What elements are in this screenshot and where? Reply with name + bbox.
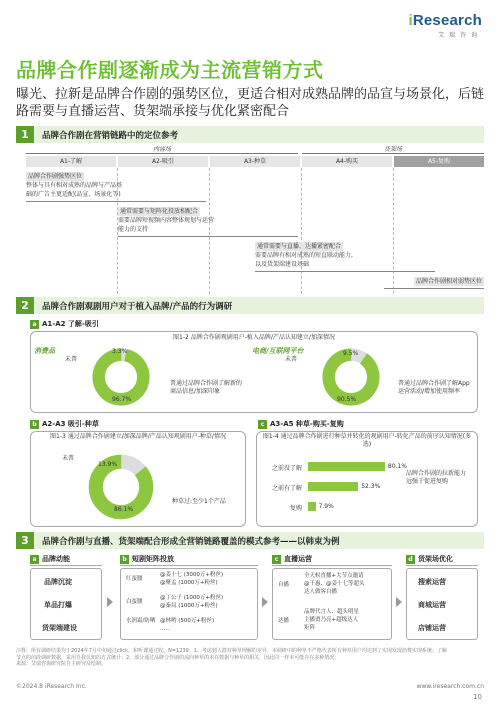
bar-value-label: 7.9% xyxy=(318,503,334,510)
panel-b-title: 图1-3 通过品牌合作剧建立/加深品牌/产品认知观剧用户-种草/情况 xyxy=(50,433,226,440)
footer xyxy=(16,683,484,690)
position-live-head: 通常需要与直播、达播紧密配合 xyxy=(257,243,342,250)
positioning-table xyxy=(26,144,484,294)
tag-a xyxy=(30,319,99,329)
col-c-head xyxy=(272,554,392,566)
donut3-yes-value: 86.1% xyxy=(114,506,134,513)
donut1-yes-value: 96.7% xyxy=(112,396,132,403)
col-d-head xyxy=(406,554,478,566)
stage-a4: A4-购买 xyxy=(302,156,392,167)
position-matrix-line: 需要品牌短视频内容整体规划与运营 xyxy=(118,217,215,224)
category-consumer-goods: 消费品 xyxy=(34,347,55,355)
col-b-row-line: @丁公子 (1000万+粉丝) xyxy=(160,595,224,601)
donut1-no-label: 未普 xyxy=(65,356,78,363)
col-c-row-line: 矩阵 xyxy=(304,625,316,631)
col-c-row-name: 达播 xyxy=(278,618,290,624)
donut2-yes-label: 普通过品牌合作剧了解App运营活动/增加使用频率 xyxy=(398,380,470,395)
col-c-row-line: 主播贾乃亮+超级达人 xyxy=(304,617,359,623)
col-a-item: 品牌沉淀 xyxy=(44,578,72,586)
col-d-item: 店铺运营 xyxy=(418,624,446,632)
tag-c xyxy=(258,419,344,429)
bar-chart xyxy=(256,456,478,524)
page-title: 品牌合作剧逐渐成为主流营销方式 xyxy=(16,58,324,82)
col-a-title: 品牌动能 xyxy=(42,555,70,563)
donut3-no-value: 13.9% xyxy=(98,461,118,468)
col-b-row-name: 红蛮腰 xyxy=(126,576,143,582)
col-a-item: 单品打爆 xyxy=(44,601,72,609)
section3-title: 品牌合作剧与直播、货架端配合形成全营销链路覆盖的模式参考——以韩束为例 xyxy=(42,537,340,547)
position-matrix-head: 通常需要与矩阵化投放相配合 xyxy=(120,208,199,215)
bar xyxy=(308,502,316,511)
note-line: 来源：艾瑞咨询研究院自主研究及绘制。 xyxy=(16,661,107,667)
col-b-row-line: @聚孟 (1000万+粉丝) xyxy=(160,580,218,586)
col-d-tag: d xyxy=(406,555,415,564)
notes xyxy=(16,648,484,668)
col-d-item: 商城运营 xyxy=(418,601,446,609)
donut2-yes-value: 90.5% xyxy=(337,396,357,403)
note-line: 注释：所有调研结果均于2024年7月中旬通过click、和听课通过收。N=1239；1、考虑到人群对种草理解的差异，本调研中的种草不严格代表所有种草用户均达到了实现发现消费实现系统；了解 xyxy=(16,648,447,654)
tag-c-box: c xyxy=(258,420,267,429)
col-b-row-line: ...... xyxy=(160,626,171,632)
brand-name: Research xyxy=(412,12,482,29)
col-b-title: 短剧矩阵投放 xyxy=(132,555,174,563)
tag-b-box: b xyxy=(30,420,39,429)
col-c-row-line: 全天候直播+大节点邀请 xyxy=(304,573,364,579)
col-c-row-line: 品牌代言人、超头明星 xyxy=(304,609,360,615)
col-b-row-line: @林哟 (500万+粉丝) xyxy=(160,618,215,624)
page-number: 10 xyxy=(473,693,482,701)
col-b-row-name: 白蛮腰 xyxy=(126,599,143,605)
position-weak xyxy=(384,277,484,289)
col-b-row-name: 水润霜/防晒 xyxy=(126,618,156,624)
position-strong-line: 础的广告主更适配(品宣、场景化等) xyxy=(26,191,121,198)
page-subtitle: 曝光、拉新是品牌合作剧的强势区位，更适合相对成熟品牌的品宣与场景化，后链路需要与直播运营、货架端承接与优化紧密配合 xyxy=(16,87,485,119)
section2-header xyxy=(16,297,484,314)
position-strong-head: 品牌合作剧强势区位 xyxy=(28,173,83,180)
stage-a2: A2-吸引 xyxy=(118,156,208,167)
brand-i: i xyxy=(408,12,413,29)
col-c-row-line: @千惠、@姜十七等超头 xyxy=(304,581,365,587)
category-ecommerce: 电商/互联网平台 xyxy=(252,347,304,355)
col-d-item: 搜索运营 xyxy=(418,578,446,586)
tag-c-title: A3-A5 种草-购买-复购 xyxy=(270,420,344,428)
section3-header xyxy=(16,532,484,549)
position-weak-head: 品牌合作剧相对弱势区位 xyxy=(415,278,482,285)
phase-shelf: 货架场 xyxy=(302,144,484,154)
position-strong xyxy=(26,172,206,202)
section1-title: 品牌合作剧在营销链路中的定位参考 xyxy=(42,131,179,141)
section3-number: 3 xyxy=(16,532,34,549)
stage-a5: A5-复购 xyxy=(394,156,484,167)
donut2-no-label: 未普 xyxy=(285,356,298,363)
position-live xyxy=(255,242,435,272)
stage-a3: A3-种草 xyxy=(210,156,300,167)
section1-number: 1 xyxy=(16,126,34,143)
col-a-item: 货架端建设 xyxy=(42,624,77,632)
tag-a-title: A1-A2 了解-吸引 xyxy=(42,320,99,328)
note-line: 节点的前段调研数据，采用自我认知的方式统计；2、部分通过品牌合作剧的流向种草的未在数据与种草的相关，因此同一样本可能存在多种情况。 xyxy=(16,654,340,661)
tag-b xyxy=(30,419,99,429)
section2-number: 2 xyxy=(16,297,34,314)
brand-logo xyxy=(408,12,482,39)
position-matrix xyxy=(118,207,298,237)
col-a-tag: a xyxy=(30,555,39,564)
bar xyxy=(308,482,358,491)
footer-copyright: ©2024.8 iResearch Inc. xyxy=(16,683,87,690)
col-c-row-line: 达人做客自播 xyxy=(304,589,338,595)
phase-content: 内容场 xyxy=(26,144,298,154)
footer-website[interactable]: www.iresearch.com.cn xyxy=(416,683,484,690)
section1-header xyxy=(16,126,484,143)
panel-a-title: 图1-2 品牌合作剧观剧用户-植入品牌/产品认知建立/加深情况 xyxy=(173,334,335,341)
arrow-icon xyxy=(262,597,268,607)
stage-a1: A1-了解 xyxy=(26,156,116,167)
col-c-title: 直播运营 xyxy=(284,555,312,563)
col-b-head xyxy=(120,554,258,566)
col-c-tag: c xyxy=(272,555,281,564)
position-strong-line: 整体与具有相对成熟的品牌与产品基 xyxy=(26,182,123,189)
donut3-yes-label: 种草过:至少1个产品 xyxy=(172,498,226,505)
brand-cn: 艾瑞咨询 xyxy=(437,32,482,39)
bar-value-label: 80.1% xyxy=(387,463,407,470)
position-live-line: 以及货架端建设基础 xyxy=(255,261,310,268)
bar-category-label: 复购 xyxy=(289,505,302,512)
bar xyxy=(308,462,385,471)
col-c-row-name: 自播 xyxy=(278,582,290,588)
arrow-icon xyxy=(107,597,113,607)
arrow-icon xyxy=(396,597,402,607)
bar-side-note: 品牌合作剧的拉新能力远强于促进复购 xyxy=(406,470,467,485)
position-matrix-line: 能力的支持 xyxy=(118,226,149,233)
position-live-line: 需要品牌有相对成熟的短直联动能力, xyxy=(255,252,353,259)
donut2-no-value: 9.5% xyxy=(343,350,359,357)
tag-b-title: A2-A3 吸引-种草 xyxy=(42,420,99,428)
panel-c-title: 图1-4 通过品牌合作剧进行种草并转化的观剧用户-转化产品的前序认知情况(多选) xyxy=(262,433,472,448)
donut3-no-label: 未普 xyxy=(62,455,75,462)
col-a-head xyxy=(30,554,102,566)
donut1-yes-label: 普通过品牌合作剧了解新的商品信息/加深印象 xyxy=(170,380,243,395)
bar-category-label: 之前没了解 xyxy=(271,465,302,472)
stage-row xyxy=(26,156,484,167)
col-b-row-line: @姜十七 (3000万+粉丝) xyxy=(160,572,224,578)
col-d-title: 货架场优化 xyxy=(418,555,453,563)
bar-category-label: 之前有了解 xyxy=(271,485,302,492)
tag-a-box: a xyxy=(30,320,39,329)
col-b-tag: b xyxy=(120,555,129,564)
section2-title: 品牌合作剧观剧用户对于植入品牌/产品的行为调研 xyxy=(42,302,233,312)
donut1-no-value: 3.3% xyxy=(112,348,128,355)
bar-value-label: 52.3% xyxy=(361,483,381,490)
col-b-row-line: @秦局 (1000万+粉丝) xyxy=(160,603,218,609)
